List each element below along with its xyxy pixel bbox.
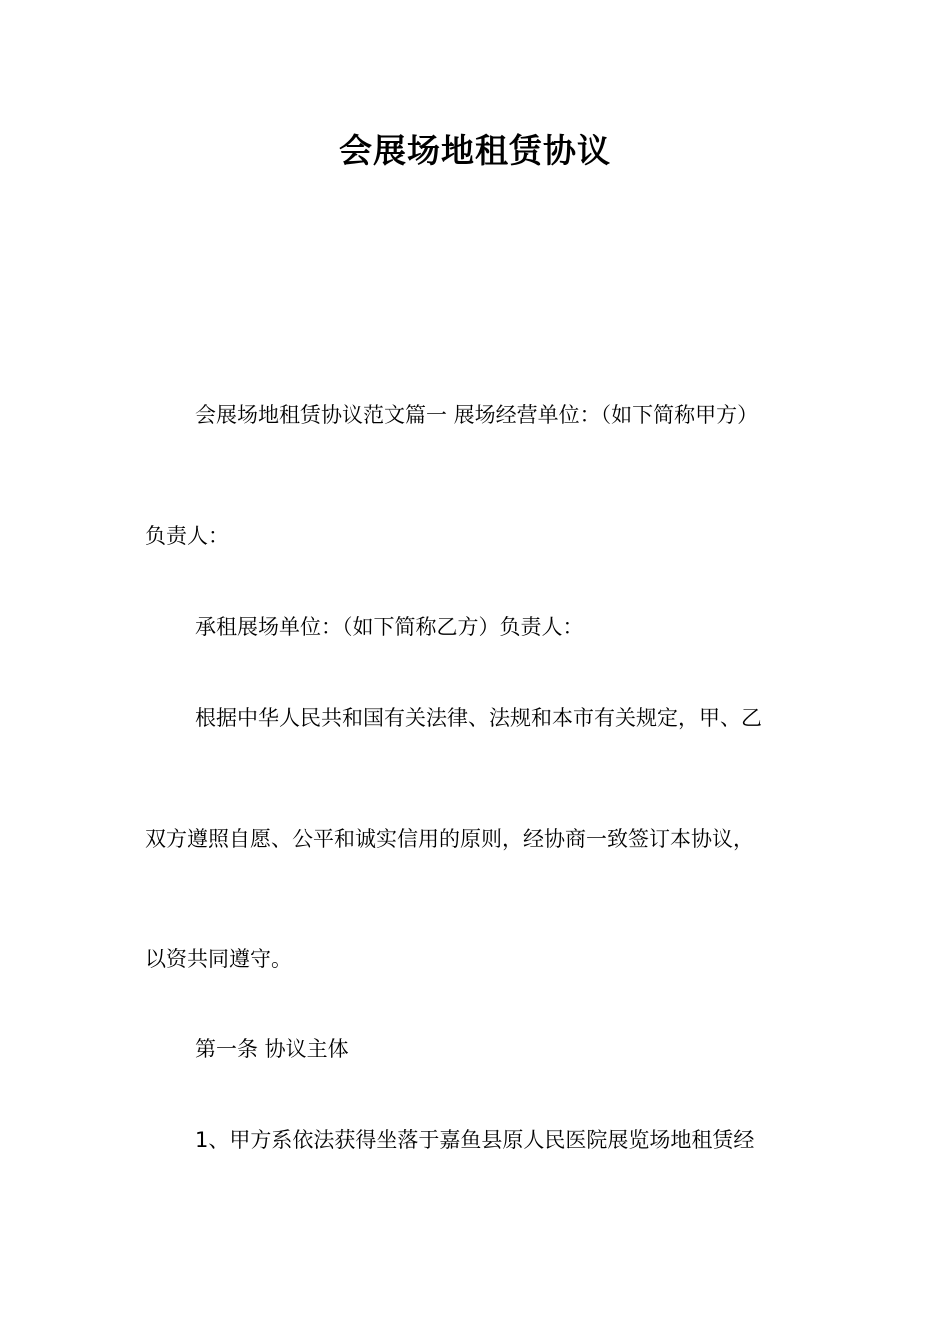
- paragraph-line: 1、甲方系依法获得坐落于嘉鱼县原人民医院展览场地租赁经: [195, 1128, 755, 1152]
- document-title: 会展场地租赁协议: [339, 131, 611, 170]
- paragraph-line: 负责人：: [145, 524, 229, 548]
- paragraph-line: 根据中华人民共和国有关法律、法规和本市有关规定，甲、乙: [195, 706, 762, 730]
- section-heading: 第一条 协议主体: [195, 1037, 349, 1061]
- paragraph-line: 承租展场单位：（如下简称乙方）负责人：: [195, 615, 584, 639]
- paragraph-line: 双方遵照自愿、公平和诚实信用的原则，经协商一致签订本协议，: [145, 827, 754, 851]
- paragraph-line: 以资共同遵守。: [145, 947, 292, 971]
- paragraph-line: 会展场地租赁协议范文篇一 展场经营单位：（如下简称甲方）: [195, 403, 759, 427]
